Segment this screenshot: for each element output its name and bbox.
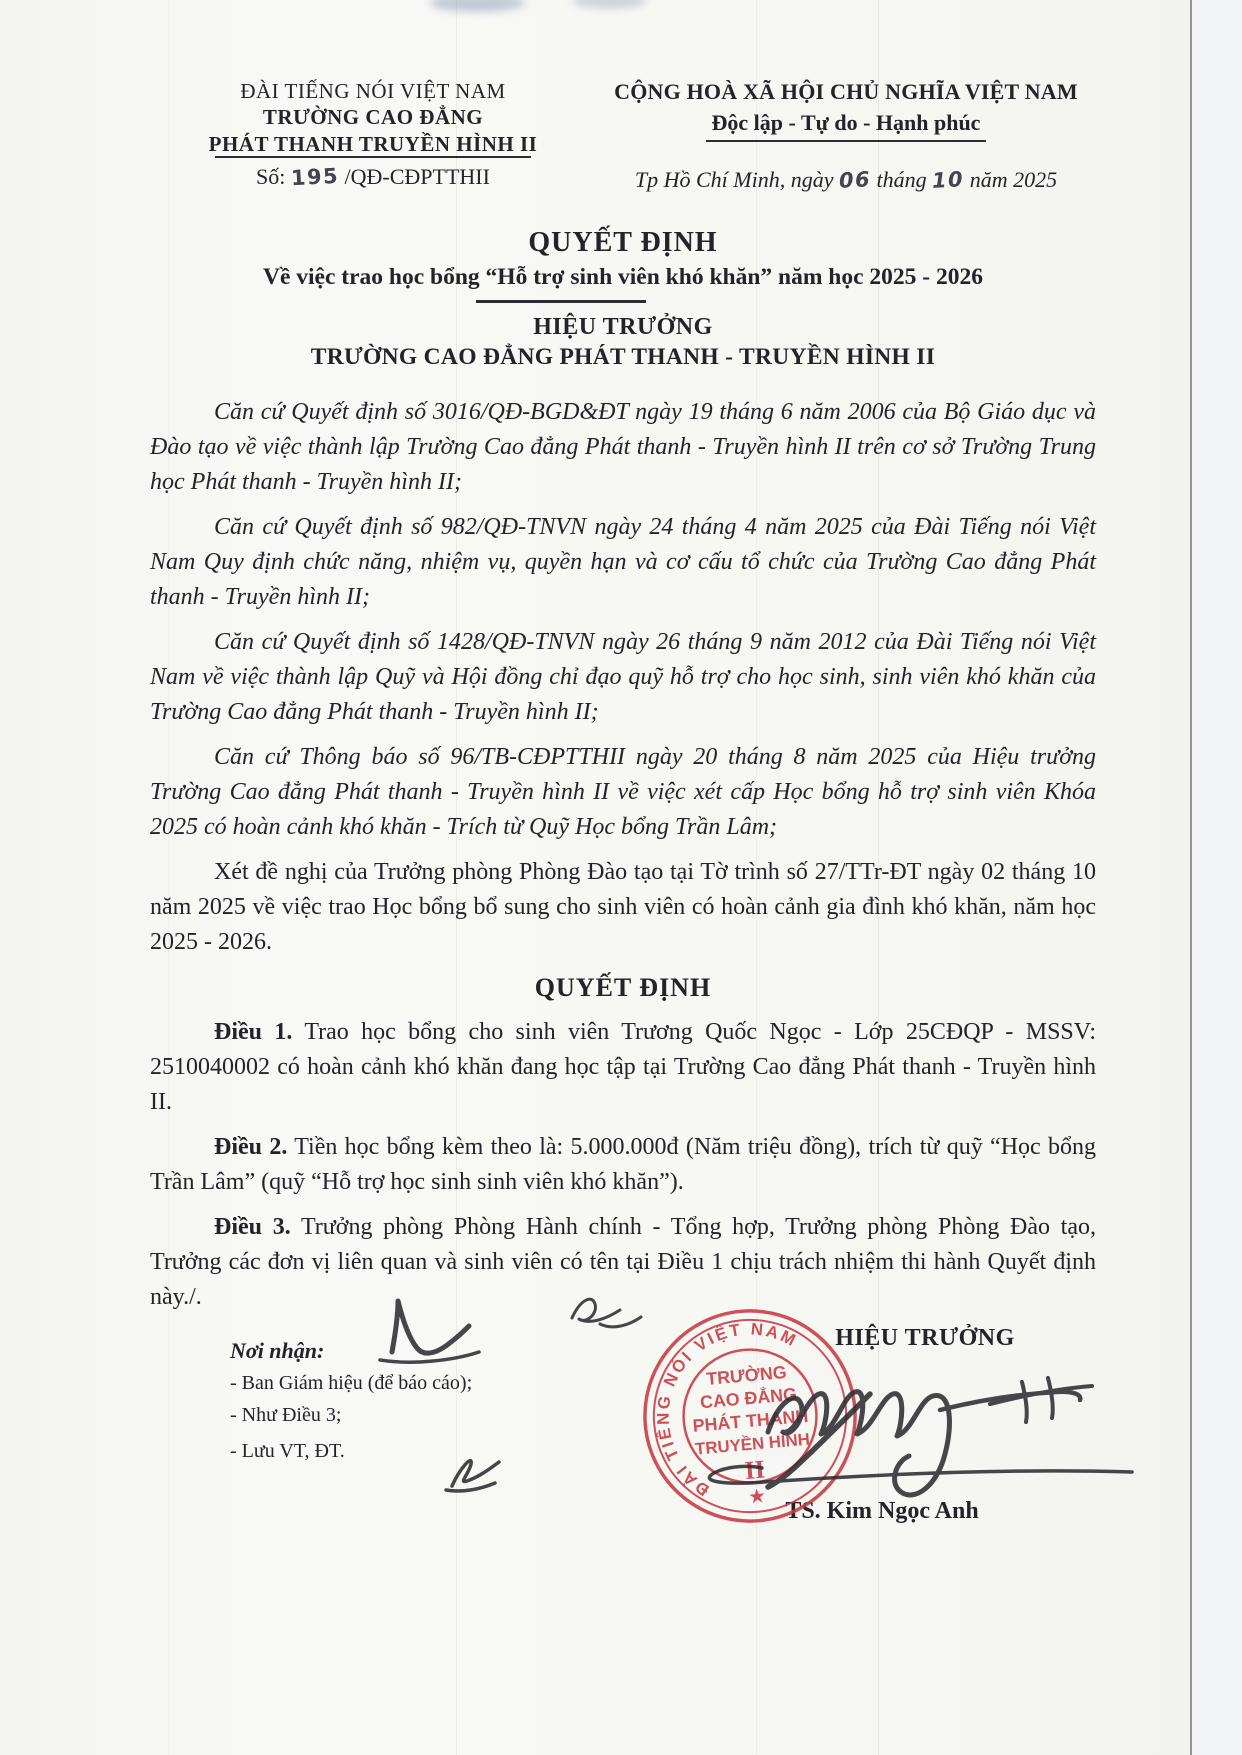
article-3-label: Điều 3.	[214, 1213, 291, 1240]
issuer-organization: TRƯỜNG CAO ĐẲNG PHÁT THANH - TRUYỀN HÌNH II	[310, 343, 936, 370]
article-2	[150, 1130, 1096, 1200]
recipient-item: - Như Điều 3;	[230, 1404, 342, 1426]
proposal-paragraph: Xét đề nghị của Trưởng phòng Phòng Đào tạo tại Tờ trình số 27/TTr-ĐT ngày 02 tháng 10 năm 2025 về việc trao Học bổng bổ sung cho sinh viên có hoàn cảnh gia đình khó khăn, năm học 2025 - 2026.	[150, 858, 1096, 955]
article-1-label: Điều 1.	[214, 1018, 293, 1045]
scan-edge-line	[1190, 0, 1192, 1755]
article-1	[150, 1015, 1096, 1120]
stamp-ring-text: ĐÀI TIẾNG NÓI VIỆT NAM	[653, 1319, 801, 1500]
document-number-handwritten: 195	[290, 163, 340, 190]
document-title-block	[150, 227, 1096, 371]
document-subtitle: Về việc trao học bổng “Hỗ trợ sinh viên khó khăn” năm học 2025 - 2026	[262, 263, 984, 290]
agency-name-line2: PHÁT THANH TRUYỀN HÌNH II	[208, 131, 538, 156]
place-date-line	[596, 166, 1096, 195]
preamble-paragraph: Căn cứ Quyết định số 982/QĐ-TNVN ngày 24 tháng 4 năm 2025 của Đài Tiếng nói Việt Nam Quy định chức năng, nhiệm vụ, quyền hạn và cơ cấu tổ chức của Trường Cao đẳng Phát thanh - Truyền hình II;	[150, 513, 1096, 610]
preamble-paragraph: Căn cứ Thông báo số 96/TB-CĐPTTHII ngày 20 tháng 8 năm 2025 của Hiệu trưởng Trường Cao đẳng Phát thanh - Truyền hình II về việc xét cấp Học bổng hỗ trợ sinh viên Khóa 2025 có hoàn cảnh khó khăn - Trích từ Quỹ Học bổng Trần Lâm;	[150, 743, 1096, 840]
document-title: QUYẾT ĐỊNH	[528, 226, 718, 258]
issuer-title: HIỆU TRƯỞNG	[533, 313, 713, 340]
document-body	[150, 395, 1096, 1315]
initials-after-luu	[446, 1461, 499, 1491]
signature-stroke	[990, 1386, 1092, 1404]
national-title: CỘNG HOÀ XÃ HỘI CHỦ NGHĨA VIỆT NAM	[614, 79, 1078, 104]
date-mid: tháng	[876, 167, 927, 193]
preamble-paragraph: Căn cứ Quyết định số 3016/QĐ-BGD&ĐT ngày 19 tháng 6 năm 2006 của Bộ Giáo dục và Đào tạo về việc thành lập Trường Cao đẳng Phát thanh - Truyền hình II trên cơ sở Trường Trung học Phát thanh - Truyền hình II;	[150, 398, 1096, 495]
scan-edge-region	[1192, 0, 1242, 1755]
stamp-center-line: CAO ĐẲNG	[699, 1383, 798, 1413]
national-motto-block	[596, 78, 1096, 195]
stamp-star-icon: ★	[747, 1485, 767, 1509]
issuing-agency-block	[150, 78, 596, 195]
signature-stroke	[940, 1392, 1080, 1410]
agency-name-line1: TRƯỜNG CAO ĐẲNG	[262, 105, 484, 130]
document-number-prefix: Số:	[256, 163, 286, 189]
national-motto: Độc lập - Tự do - Hạnh phúc	[706, 109, 987, 143]
date-day-handwritten: 06	[838, 167, 872, 194]
date-suffix: năm 2025	[969, 167, 1058, 193]
stamp-center-line: TRUYỀN HÌNH	[694, 1429, 811, 1459]
article-2-label: Điều 2.	[214, 1133, 288, 1160]
article-3	[150, 1210, 1096, 1315]
recipient-item: - Ban Giám hiệu (để báo cáo);	[230, 1372, 473, 1394]
decision-heading: QUYẾT ĐỊNH	[534, 972, 712, 1002]
recipients-label: Nơi nhận:	[230, 1338, 325, 1363]
agency-parent-name: ĐÀI TIẾNG NÓI VIỆT NAM	[240, 79, 506, 103]
article-3-text: Trưởng phòng Phòng Hành chính - Tổng hợp, Trưởng phòng Phòng Đào tạo, Trưởng các đơn vị liên quan và sinh viên có tên tại Điều 1 chịu trách nhiệm thi hành Quyết định này./.	[150, 1213, 1096, 1310]
date-prefix: Tp Hồ Chí Minh, ngày	[634, 167, 834, 193]
preamble-paragraph: Căn cứ Quyết định số 1428/QĐ-TNVN ngày 26 tháng 9 năm 2012 của Đài Tiếng nói Việt Nam về việc thành lập Quỹ và Hội đồng chỉ đạo quỹ hỗ trợ cho học sinh, sinh viên khó khăn của Trường Cao đẳng Phát thanh - Truyền hình II;	[150, 628, 1096, 725]
stamp-center-line: PHÁT THANH	[691, 1405, 810, 1436]
official-red-stamp	[626, 1292, 873, 1539]
article-1-text: Trao học bổng cho sinh viên Trương Quốc Ngọc - Lớp 25CĐQP - MSSV: 2510040002 có hoàn cảnh khó khăn đang học tập tại Trường Cao đẳng Phát thanh - Truyền hình II.	[150, 1018, 1096, 1115]
date-month-handwritten: 10	[931, 167, 965, 194]
title-separator	[476, 300, 646, 303]
stamp-center-line: TRƯỜNG	[705, 1361, 788, 1389]
signer-title: HIỆU TRƯỞNG	[835, 1325, 1015, 1351]
recipient-item: - Lưu VT, ĐT.	[230, 1440, 345, 1462]
initials-underline	[380, 1352, 479, 1362]
document-number-suffix: /QĐ-CĐPTTHII	[344, 163, 490, 189]
signature-stroke	[1022, 1378, 1053, 1422]
document-number-line	[150, 163, 596, 191]
signer-name: TS. Kim Ngọc Anh	[785, 1498, 979, 1524]
article-2-text: Tiền học bổng kèm theo là: 5.000.000đ (Năm triệu đồng), trích từ quỹ “Học bổng Trần Lâm” (quỹ “Hỗ trợ học sinh sinh viên khó khăn”).	[150, 1133, 1097, 1195]
stamp-center-numeral: II	[743, 1454, 766, 1486]
document-header	[150, 78, 1096, 195]
